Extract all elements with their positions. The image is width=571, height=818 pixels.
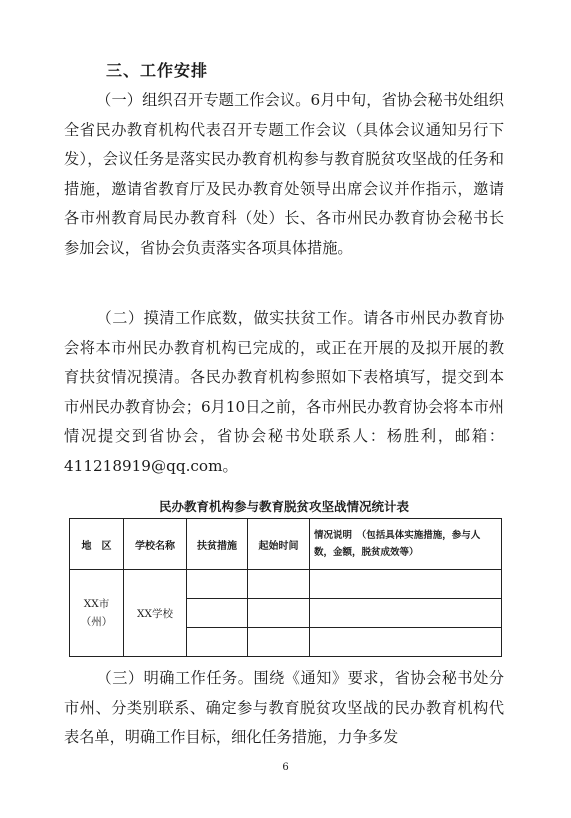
header-school-name: 学校名称 [124,519,187,570]
paragraph-organize-meeting [64,86,504,263]
page-number: 6 [282,762,289,773]
cell-measures [187,628,248,657]
paragraph-text: （一）组织召开专题工作会议。6月中旬，省协会秘书处组织全省民办教育机构代表召开专题工作会议（具体会议通知另行下发），会议任务是落实民办教育机构参与教育脱贫攻坚战的任务和措施，邀请省教育厅及民办教育处领导出席会议并作指示，邀请各市州教育局民办教育科（处）长、各市州民办教育协会秘书长参加会议，省协会负责落实各项具体措施。 [64,91,504,257]
cell-start-time [248,570,310,599]
statistics-table [69,518,502,657]
cell-start-time [248,599,310,628]
table-row [70,570,502,599]
header-description: 情况说明 （包括具体实施措施，参与人数，金额，脱贫成效等） [310,519,502,570]
cell-measures [187,599,248,628]
cell-measures [187,570,248,599]
cell-region [70,570,124,657]
cell-description [310,599,502,628]
header-measures: 扶贫措施 [187,519,248,570]
paragraph-text: （三）明确工作任务。围绕《通知》要求，省协会秘书处分市州、分类别联系、确定参与教育脱贫攻坚战的民办教育机构代表名单，明确工作目标，细化任务措施，力争多发 [64,669,504,746]
header-start-time: 起始时间 [248,519,310,570]
table-title: 民办教育机构参与教育脱贫攻坚战情况统计表 [158,499,409,514]
header-region: 地 区 [70,519,124,570]
section-heading: 三、工作安排 [106,61,209,80]
paragraph-text: （二）摸清工作底数，做实扶贫工作。请各市州民办教育协会将本市州民办教育机构已完成的，或正在开展的及拟开展的教育扶贫情况摸清。各民办教育机构参照如下表格填写，提交到本市州民办教育协会；6月10日之前，各市州民办教育协会将本市州情况提交到省协会，省协会秘书处联系人：杨胜利，邮箱：411218919@qq.com。 [64,309,504,475]
region-text: XX市（州） [80,598,113,628]
cell-description [310,570,502,599]
paragraph-clarify-tasks [64,664,504,753]
cell-start-time [248,628,310,657]
paragraph-survey-work [64,304,504,481]
table-header-row [70,519,502,570]
cell-school-name: XX学校 [124,570,187,657]
cell-description [310,628,502,657]
